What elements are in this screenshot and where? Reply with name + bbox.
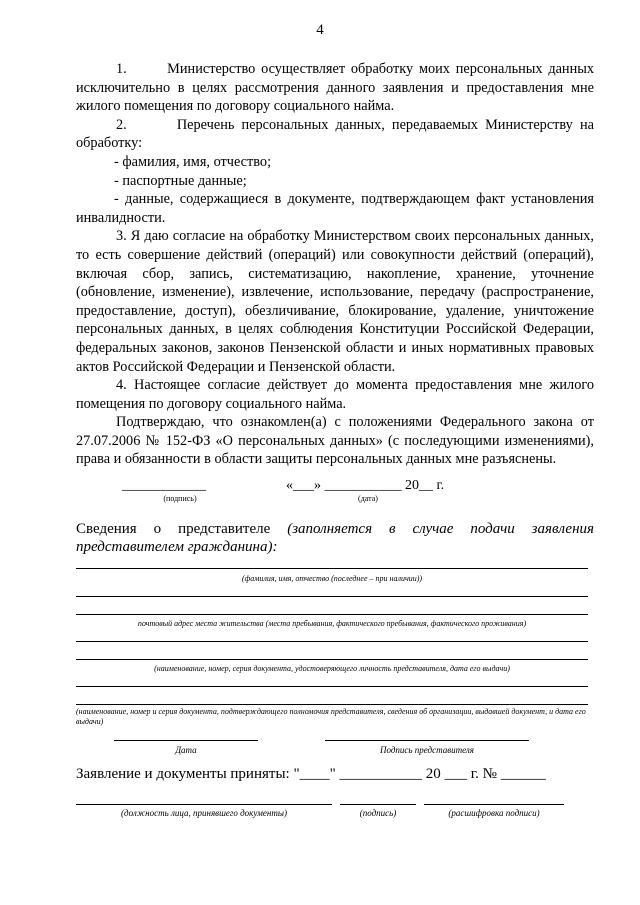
paragraph-2: 2. Перечень персональных данных, передаваемых Министерству на обработку: [76,116,594,152]
rep-authority-field-1[interactable] [76,686,588,687]
rep-id-caption: (наименование, номер, серия документа, удостоверяющего личность представителя, дата его выдачи) [154,664,510,673]
rep-authority-field-2[interactable] [76,704,588,705]
applicant-sign-line: ____________ [122,478,206,493]
applicant-sign-caption: (подпись) [163,494,197,503]
paragraph-5: Подтверждаю, что ознакомлен(а) с положениями Федерального закона от 27.07.2006 № 152-ФЗ «О персональных данных» (с последующими изменениями), права и обязанности в области защиты персональных данных мне разъяснены. [76,414,594,468]
page-number: 4 [316,22,324,38]
representative-title: Сведения о представителе [76,521,271,537]
rep-date-caption: Дата [175,745,197,755]
rep-address-field-1[interactable] [76,596,588,597]
officer-position-field[interactable] [76,804,332,805]
rep-address-caption: почтовый адрес места жительства (места пребывания, фактического пребывания, фактического проживания) [137,619,527,628]
representative-heading [76,520,594,539]
rep-signature-field[interactable] [325,740,529,741]
rep-id-field-1[interactable] [76,641,588,642]
applicant-date-caption: (дата) [358,494,378,503]
representative-note: (заполняется в случае подачи заявления [287,521,595,537]
bullet-passport: - паспортные данные; [114,172,247,189]
applicant-date-line: «___» ___________ 20__ г. [286,478,445,493]
officer-sign-field[interactable] [340,804,416,805]
rep-signature-caption: Подпись представителя [380,745,474,755]
rep-name-caption: (фамилия, имя, отчество (последнее – при наличии)) [241,574,423,583]
consent-body [76,60,594,469]
paragraph-1: 1. Министерство осуществляет обработку моих персональных данных исключительно в целях рассмотрения данного заявления и предоставления мне жилого помещения по договору социального найма. [76,61,594,115]
paragraph-4: 4. Настоящее согласие действует до момента предоставления мне жилого помещения по договору социального найма. [76,377,594,412]
paragraph-3: 3. Я даю согласие на обработку Министерством своих персональных данных, то есть совершение действий (операций) или совокупности действий (операций), включая сбор, запись, систематизацию, накопление, хранение, уточнение (обновление, изменение), извлечение, использование, передачу (распространение, предоставление, доступ), обезличивание, блокирование, удаление, уничтожение персональных данных, в целях соблюдения Конституции Российской Федерации, федеральных законов, законов Пензенской области и иных нормативных правовых актов Российской Федерации и Пензенской области. [76,228,594,375]
officer-sign-caption: (подпись) [359,808,397,818]
bullet-fio: - фамилия, имя, отчество; [114,153,272,170]
representative-note-2: представителем гражданина): [76,539,278,555]
rep-address-field-2[interactable] [76,614,588,615]
officer-decode-field[interactable] [424,804,564,805]
rep-date-field[interactable] [114,740,258,741]
officer-position-caption: (должность лица, принявшего документы) [121,808,287,818]
bullet-disability: - данные, содержащиеся в документе, подтверждающем факт установления инвалидности. [76,191,594,226]
rep-name-field[interactable] [76,568,588,569]
officer-decode-caption: (расшифровка подписи) [448,808,540,818]
rep-authority-caption: (наименование, номер и серия документа, подтверждающего полномочия представителя, сведения об организации, выдавшей документ, и дата его выдачи) [76,707,586,726]
acceptance-line: Заявление и документы приняты: "____" ___________ 20 ___ г. № ______ [76,766,546,782]
rep-id-field-2[interactable] [76,659,588,660]
